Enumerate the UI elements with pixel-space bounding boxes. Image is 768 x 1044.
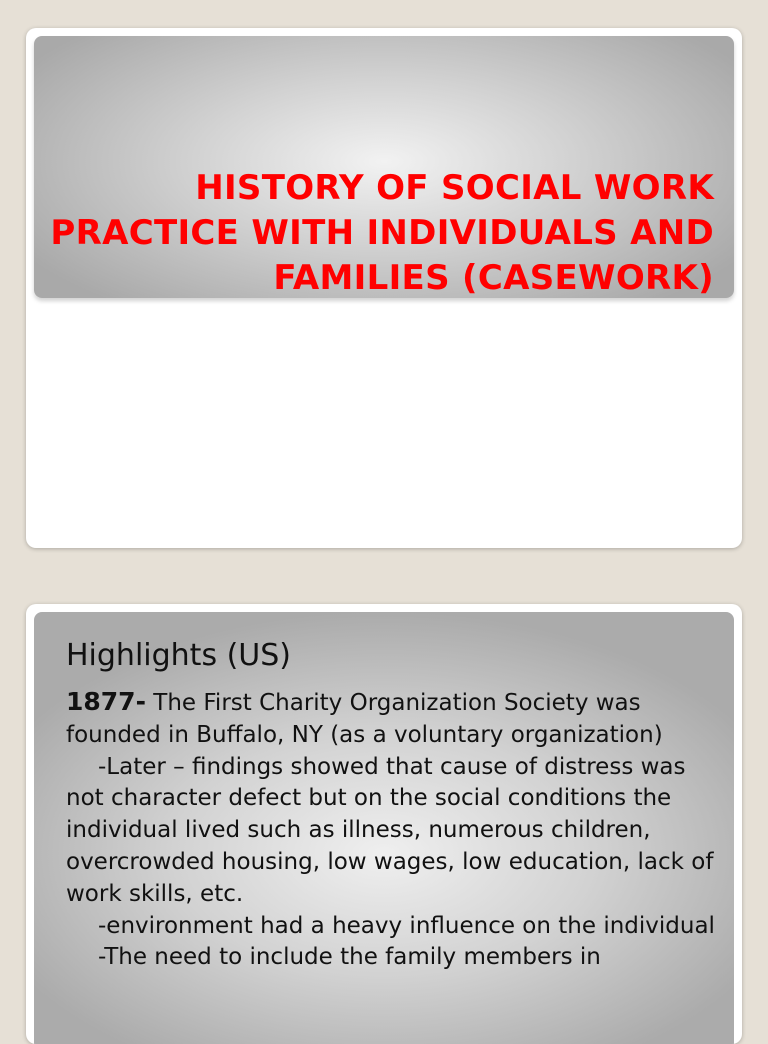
year-label: 1877- [66, 687, 146, 716]
content-panel [34, 612, 734, 1044]
slide-heading: Highlights (US) [66, 638, 292, 673]
title-slide [26, 28, 742, 548]
body-point-3: -The need to include the family members in [98, 944, 601, 971]
body-point-2: -environment had a heavy influence on the individual [98, 912, 715, 939]
slide-body [66, 686, 730, 974]
body-point-1: -Later – findings showed that cause of distress was not character defect but on the social conditions the individual lived such as illness, numerous children, overcrowded housing, low wages, low education, lack of work skills, etc. [66, 753, 714, 907]
intro-text: The First Charity Organization Society was founded in Buffalo, NY (as a voluntary organization) [66, 690, 663, 748]
slide-title: HISTORY OF SOCIAL WORK PRACTICE WITH INDIVIDUALS AND FAMILIES (CASEWORK) [50, 168, 714, 298]
content-slide [26, 604, 742, 1044]
